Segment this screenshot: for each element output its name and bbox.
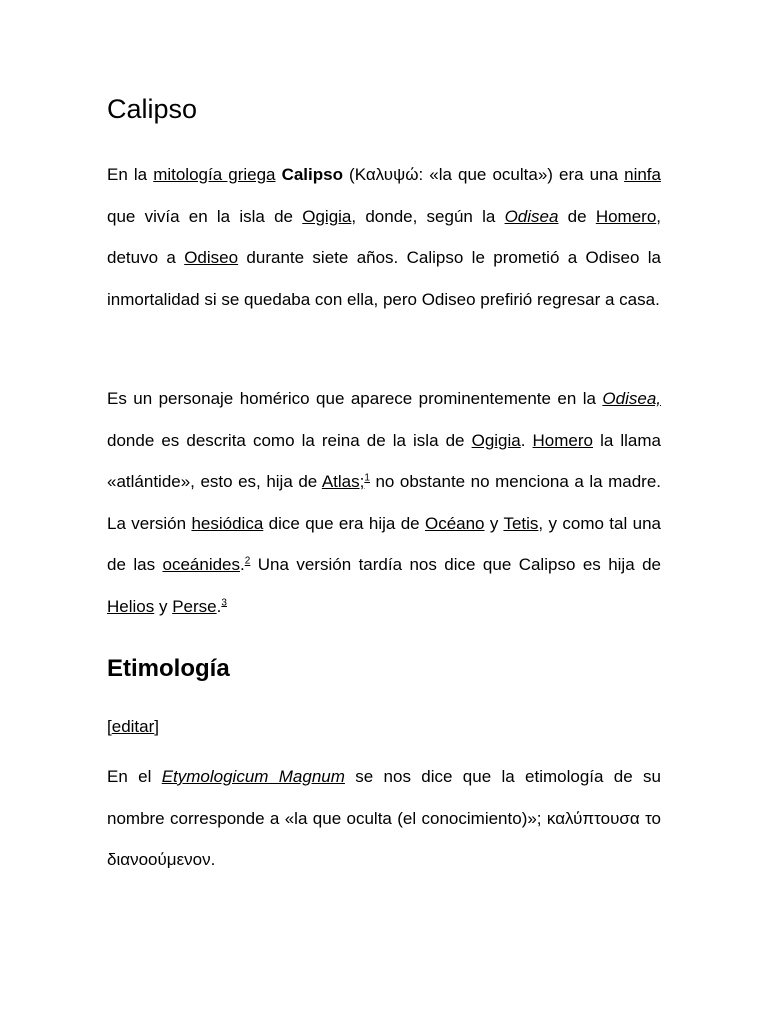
text: la llama «atlántide», esto es, hija de <box>107 430 661 492</box>
edit-link[interactable]: editar <box>111 717 155 736</box>
text: dice que era hija de <box>263 513 425 533</box>
link-atlas[interactable]: Atlas; <box>321 472 365 492</box>
intro-paragraph <box>107 154 661 320</box>
link-etymologicum-magnum[interactable]: Etymologicum Magnum <box>161 767 345 786</box>
text: Una versión tardía nos dice que Calipso es hija de <box>250 555 662 575</box>
bold-term: Calipso <box>281 165 343 184</box>
text: . <box>240 555 245 575</box>
etymology-paragraph <box>107 756 661 881</box>
link-tetis[interactable]: Tetis <box>503 513 539 533</box>
text: , donde, según la <box>351 206 505 226</box>
footnote-link[interactable]: 1 <box>364 472 370 484</box>
footnote-ref-3[interactable] <box>221 597 227 608</box>
link-odiseo[interactable]: Odiseo <box>184 248 239 268</box>
link-ogigia[interactable]: Ogigia <box>302 206 352 226</box>
text: En el <box>107 767 162 786</box>
text: que vivía en la isla de <box>107 206 303 226</box>
link-homero[interactable]: Homero <box>595 206 657 226</box>
text: no obstante no menciona a la madre. La versión <box>107 472 662 533</box>
page-title: Calipso <box>107 94 198 124</box>
link-odisea[interactable]: Odisea, <box>602 389 661 408</box>
link-ninfa[interactable]: ninfa <box>624 165 661 184</box>
text: se nos dice que la etimología de su nombre corresponde a «la que oculta (el conocimiento)»; καλύπτουσα το διανοούμενον. <box>107 767 661 870</box>
text: donde es descrita como la reina de la isla de <box>107 430 472 450</box>
edit-section-link <box>107 714 159 740</box>
bracket-close: ] <box>154 717 159 736</box>
section-heading-etimologia: Etimología <box>107 655 230 682</box>
link-perse[interactable]: Perse <box>172 596 217 616</box>
link-helios[interactable]: Helios <box>107 596 155 616</box>
text: durante siete años. Calipso le prometió a Odiseo la inmortalidad si se quedaba con ella, pero Odiseo prefirió regresar a casa. <box>107 248 661 309</box>
text: , y como tal una de las <box>107 513 661 575</box>
second-paragraph <box>107 378 661 628</box>
text: y <box>484 513 504 533</box>
text: . <box>216 596 222 616</box>
link-ogigia[interactable]: Ogigia <box>471 430 521 450</box>
footnote-link[interactable]: 3 <box>221 597 227 609</box>
text: Es un personaje homérico que aparece prominentemente en la <box>107 389 603 408</box>
text: (Καλυψώ: «la que oculta») era una <box>342 165 625 184</box>
link-hesiodica[interactable]: hesiódica <box>191 513 264 533</box>
link-mitologia-griega[interactable]: mitología griega <box>153 165 276 184</box>
link-oceanides[interactable]: oceánides <box>162 555 241 575</box>
bracket-open: [ <box>107 717 112 736</box>
text: . <box>520 430 533 450</box>
text: de <box>558 206 596 226</box>
link-homero[interactable]: Homero <box>532 430 593 450</box>
text: En la <box>107 165 154 184</box>
link-odisea[interactable]: Odisea <box>504 206 559 226</box>
text: , detuvo a <box>107 206 662 268</box>
text: y <box>154 596 173 616</box>
link-oceano[interactable]: Océano <box>424 513 485 533</box>
footnote-link[interactable]: 2 <box>244 555 251 567</box>
